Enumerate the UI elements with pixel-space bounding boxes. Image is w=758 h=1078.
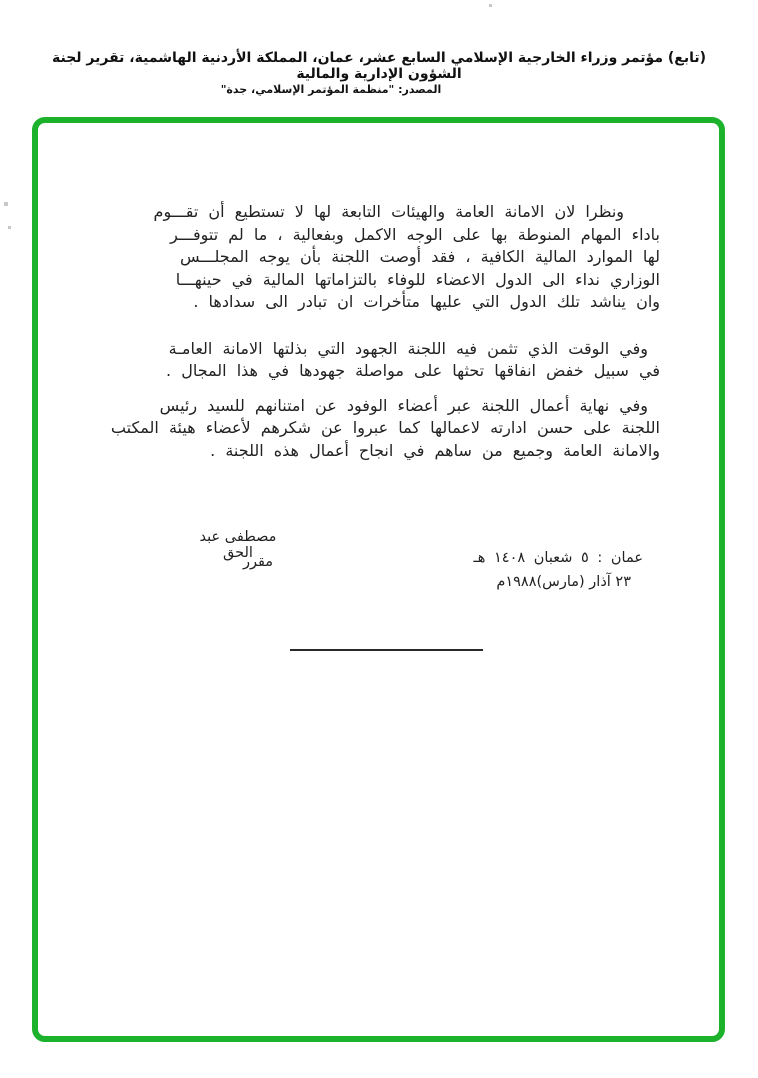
body-line: وان يناشد تلك الدول التي عليها متأخرات ان تبادر الى سدادها .: [193, 292, 660, 311]
paragraph-1: [104, 201, 660, 314]
body-line: الوزاري نداء الى الدول الاعضاء للوفاء بالتزاماتها المالية في حينهـــا: [175, 269, 660, 289]
paragraph-3: [104, 395, 660, 463]
body-line: في سبيل خفض انفاقها تحثها على مواصلة جهودها في هذا المجال .: [166, 361, 660, 380]
place-and-hijri-date: عمان : ٥ شعبان ١٤٠٨ هـ: [473, 550, 643, 566]
scan-artifact-speck: [4, 202, 8, 206]
signatory-title: مقرر: [242, 554, 274, 570]
body-line: ونظرا لان الامانة العامة والهيئات التابعة لها لا تستطيع أن تقـــوم: [153, 202, 624, 221]
document-body: [104, 201, 660, 462]
paragraph-2: [104, 338, 660, 383]
body-line: لها الموارد المالية الكافية ، فقد أوصت اللجنة بأن يوجه المجلـــس: [180, 247, 660, 266]
body-line: والامانة العامة وجميع من ساهم في انجاح أعمال هذه اللجنة .: [210, 440, 660, 460]
end-divider-line: [290, 649, 483, 651]
body-line: وفي نهاية أعمال اللجنة عبر أعضاء الوفود عن امتنانهم للسيد رئيس: [159, 395, 648, 415]
document-source-line: المصدر: "منظمة المؤتمر الإسلامي، جدة": [220, 83, 442, 96]
gregorian-date: ٢٣ آذار (مارس)١٩٨٨م: [496, 574, 631, 590]
body-line: اللجنة على حسن ادارته لاعمالها كما عبروا عن شكرهم لأعضاء هيئة المكتب: [110, 418, 660, 437]
body-line: وفي الوقت الذي تثمن فيه اللجنة الجهود التي بذلتها الامانة العامـة: [168, 338, 648, 358]
body-line: باداء المهام المنوطة بها على الوجه الاكمل وبفعالية ، ما لم تتوفـــر: [170, 224, 660, 244]
signatory-name: مصطفى عبد الحق: [199, 529, 277, 561]
document-header-title: (تابع) مؤتمر وزراء الخارجية الإسلامي السابع عشر، عمان، المملكة الأردنية الهاشمية، تقرير لجنة الشؤون الإدارية والمالية: [52, 50, 706, 82]
scan-artifact-speck: [8, 226, 11, 229]
scan-artifact-speck: [489, 4, 492, 7]
